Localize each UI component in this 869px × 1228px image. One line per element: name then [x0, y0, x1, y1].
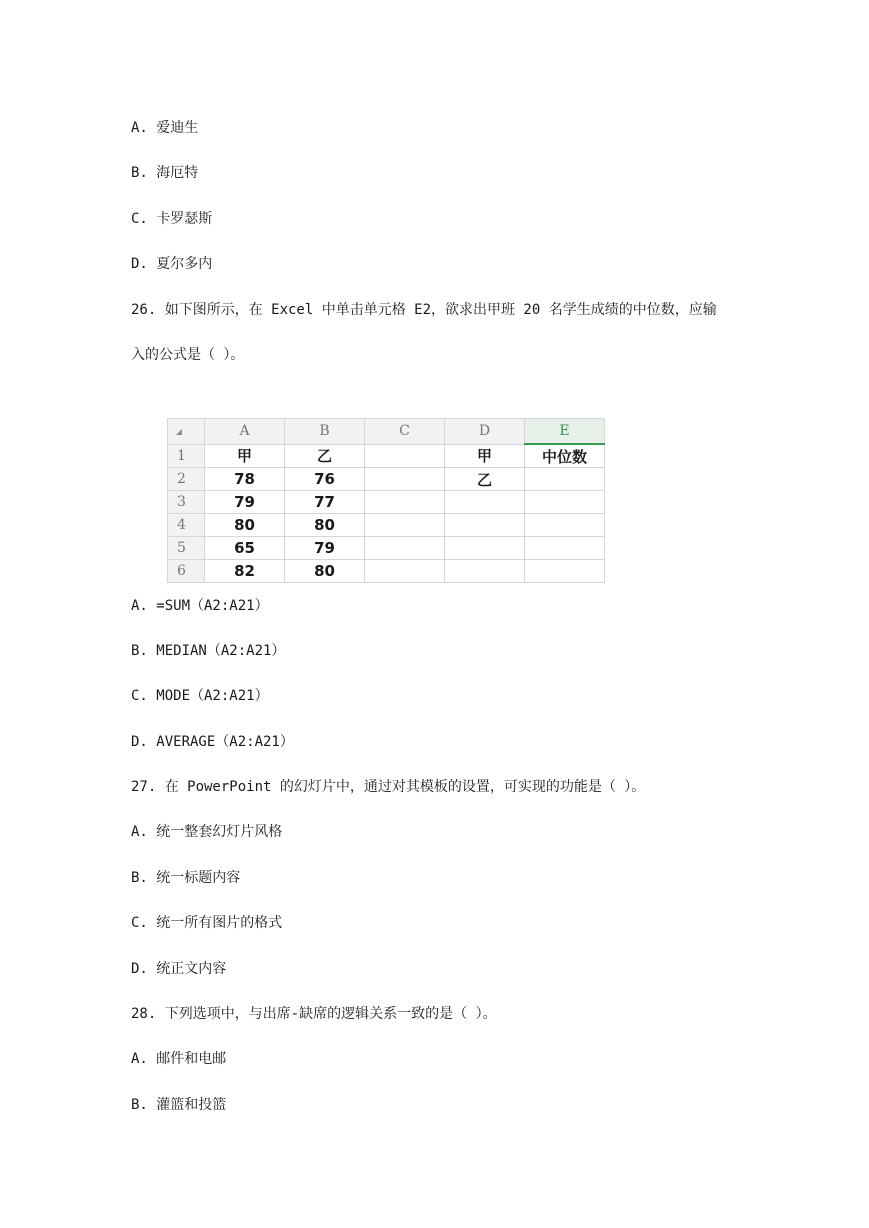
cell-e1: 中位数 [525, 444, 605, 468]
row-header: 2 [168, 468, 205, 491]
col-header-a: A [205, 419, 285, 445]
select-all-triangle-icon [176, 429, 182, 435]
cell-e4 [525, 514, 605, 537]
row-header: 1 [168, 444, 205, 468]
cell-a1: 甲 [205, 444, 285, 468]
select-all-corner [168, 419, 205, 445]
cell-b6: 80 [285, 560, 365, 583]
sheet-row [168, 468, 605, 491]
q27-option-a: A. 统一整套幻灯片风格 [131, 824, 283, 840]
row-header: 4 [168, 514, 205, 537]
sheet-header-row [168, 419, 605, 445]
q25-option-c: C. 卡罗瑟斯 [131, 211, 213, 227]
excel-sheet-figure [167, 418, 605, 583]
cell-c5 [365, 537, 445, 560]
cell-c1 [365, 444, 445, 468]
q26-option-a: A. =SUM（A2:A21） [131, 598, 269, 614]
cell-d2: 乙 [445, 468, 525, 491]
q28-option-b: B. 灌篮和投篮 [131, 1097, 227, 1113]
q26-stem-line1: 26. 如下图所示，在 Excel 中单击单元格 E2，欲求出甲班 20 名学生成绩的中位数，应输 [131, 302, 717, 318]
cell-c4 [365, 514, 445, 537]
cell-b5: 79 [285, 537, 365, 560]
sheet-row [168, 444, 605, 468]
q26-option-d: D. AVERAGE（A2:A21） [131, 734, 294, 750]
cell-e3 [525, 491, 605, 514]
q27-option-b: B. 统一标题内容 [131, 870, 241, 886]
sheet-row [168, 514, 605, 537]
cell-a5: 65 [205, 537, 285, 560]
col-header-d: D [445, 419, 525, 445]
cell-e5 [525, 537, 605, 560]
q28-option-a: A. 邮件和电邮 [131, 1051, 227, 1067]
cell-d6 [445, 560, 525, 583]
cell-b1: 乙 [285, 444, 365, 468]
q25-option-d: D. 夏尔多内 [131, 256, 213, 272]
cell-a6: 82 [205, 560, 285, 583]
q25-option-a: A. 爱迪生 [131, 120, 199, 136]
q25-option-b: B. 海厄特 [131, 165, 199, 181]
q27-stem: 27. 在 PowerPoint 的幻灯片中，通过对其模板的设置，可实现的功能是（ ）。 [131, 779, 646, 795]
cell-e2 [525, 468, 605, 491]
q26-option-c: C. MODE（A2:A21） [131, 688, 269, 704]
row-header: 5 [168, 537, 205, 560]
row-header: 3 [168, 491, 205, 514]
q27-option-c: C. 统一所有图片的格式 [131, 915, 283, 931]
q28-stem: 28. 下列选项中，与出席-缺席的逻辑关系一致的是（ ）。 [131, 1006, 497, 1022]
row-header: 6 [168, 560, 205, 583]
cell-d1: 甲 [445, 444, 525, 468]
cell-a4: 80 [205, 514, 285, 537]
col-header-e: E [525, 419, 605, 445]
sheet-row [168, 491, 605, 514]
cell-b4: 80 [285, 514, 365, 537]
col-header-b: B [285, 419, 365, 445]
sheet-row [168, 537, 605, 560]
cell-d5 [445, 537, 525, 560]
cell-a3: 79 [205, 491, 285, 514]
cell-c3 [365, 491, 445, 514]
cell-d4 [445, 514, 525, 537]
cell-e6 [525, 560, 605, 583]
q26-option-b: B. MEDIAN（A2:A21） [131, 643, 286, 659]
cell-b3: 77 [285, 491, 365, 514]
q27-option-d: D. 统正文内容 [131, 961, 227, 977]
cell-a2: 78 [205, 468, 285, 491]
cell-d3 [445, 491, 525, 514]
cell-b2: 76 [285, 468, 365, 491]
col-header-c: C [365, 419, 445, 445]
q26-stem-line2: 入的公式是（ ）。 [131, 347, 245, 363]
sheet-row [168, 560, 605, 583]
cell-c2 [365, 468, 445, 491]
cell-c6 [365, 560, 445, 583]
